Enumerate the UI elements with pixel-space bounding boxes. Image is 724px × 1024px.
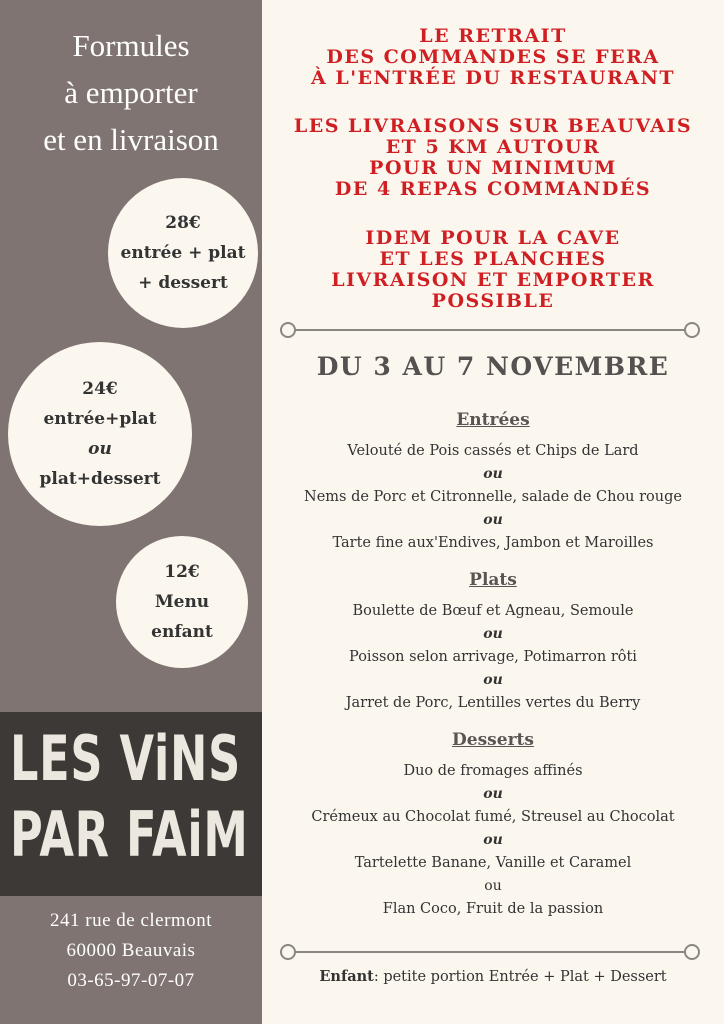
divider-top [280, 322, 700, 338]
notice-line: LE RETRAIT [419, 25, 567, 47]
enfant-note [262, 968, 724, 985]
pickup-notice [262, 26, 724, 89]
divider-bottom [280, 944, 700, 960]
formula-line: entrée + plat [120, 243, 246, 263]
formula-line: Menu [154, 592, 210, 612]
notice-line: POUR UN MINIMUM [369, 157, 617, 179]
enfant-text: : petite portion Entrée + Plat + Dessert [373, 969, 667, 985]
or-separator: ou [483, 512, 503, 528]
address-block [0, 906, 262, 996]
dish: Poisson selon arrivage, Potimarron rôti [349, 649, 637, 665]
formula-price: 24€ [82, 379, 118, 399]
notice-line: LIVRAISON ET EMPORTER [331, 269, 655, 291]
divider-line [288, 951, 692, 953]
enfant-label: Enfant [319, 968, 374, 985]
dish: Velouté de Pois cassés et Chips de Lard [347, 443, 639, 459]
or-separator: ou [483, 786, 503, 802]
formula-line: + dessert [138, 273, 228, 293]
logo-line: PAR FAiM [10, 798, 249, 871]
divider-dot [684, 322, 700, 338]
dish: Jarret de Porc, Lentilles vertes du Berry [345, 695, 641, 711]
formula-28-circle [108, 178, 258, 328]
divider-dot [684, 944, 700, 960]
formules-title-line: Formules [72, 28, 190, 63]
formula-24-circle [8, 342, 192, 526]
notice-line: DES COMMANDES SE FERA [326, 46, 660, 68]
logo-line: LES ViNS [10, 722, 241, 795]
notice-line: À L'ENTRÉE DU RESTAURANT [311, 67, 675, 89]
or-separator: ou [483, 832, 503, 848]
formules-title-line: et en livraison [43, 122, 219, 157]
dish: Duo de fromages affinés [403, 763, 583, 779]
formula-line: plat+dessert [39, 469, 161, 489]
plats-section [262, 565, 724, 715]
sidebar [0, 0, 262, 1024]
notice-line: ET 5 KM AUTOUR [385, 136, 601, 158]
desserts-heading: Desserts [452, 730, 534, 750]
restaurant-logo [0, 712, 262, 896]
dish: Tarte fine aux'Endives, Jambon et Maroilles [332, 535, 654, 551]
entrees-heading: Entrées [456, 410, 530, 430]
formula-line: enfant [151, 622, 213, 642]
or-separator: ou [483, 466, 503, 482]
notice-line: LES LIVRAISONS SUR BEAUVAIS [293, 115, 693, 137]
dish: Nems de Porc et Citronnelle, salade de Chou rouge [304, 489, 682, 505]
divider-dot [280, 944, 296, 960]
divider-dot [280, 322, 296, 338]
dish: Tartelette Banane, Vanille et Caramel [354, 855, 632, 871]
weekly-menu [262, 405, 724, 931]
city-address: 60000 Beauvais [66, 940, 196, 961]
dish: Flan Coco, Fruit de la passion [382, 901, 604, 917]
notice-line: ET LES PLANCHES [379, 248, 607, 270]
delivery-notice [262, 116, 724, 200]
divider-line [288, 329, 692, 331]
formula-or: ou [88, 439, 112, 459]
formules-title-line: à emporter [64, 75, 198, 110]
or-separator: ou [483, 626, 503, 642]
plats-heading: Plats [469, 570, 517, 590]
phone-number: 03-65-97-07-07 [67, 970, 195, 991]
or-separator: ou [483, 672, 503, 688]
dish: Crémeux au Chocolat fumé, Streusel au Chocolat [311, 809, 675, 825]
formules-title [0, 22, 262, 163]
notice-line: DE 4 REPAS COMMANDÉS [334, 178, 652, 200]
formula-price: 28€ [165, 213, 201, 233]
formula-price: 12€ [164, 562, 200, 582]
desserts-section [262, 725, 724, 921]
dish: Boulette de Bœuf et Agneau, Semoule [352, 603, 634, 619]
week-date-title: DU 3 AU 7 NOVEMBRE [316, 352, 670, 381]
entrees-section [262, 405, 724, 555]
formula-line: entrée+plat [43, 409, 157, 429]
formula-12-circle [116, 536, 248, 668]
notice-line: POSSIBLE [431, 290, 555, 312]
street-address: 241 rue de clermont [50, 910, 212, 931]
notice-line: IDEM POUR LA CAVE [365, 227, 621, 249]
or-separator: ou [484, 878, 502, 894]
cellar-notice [262, 228, 724, 312]
